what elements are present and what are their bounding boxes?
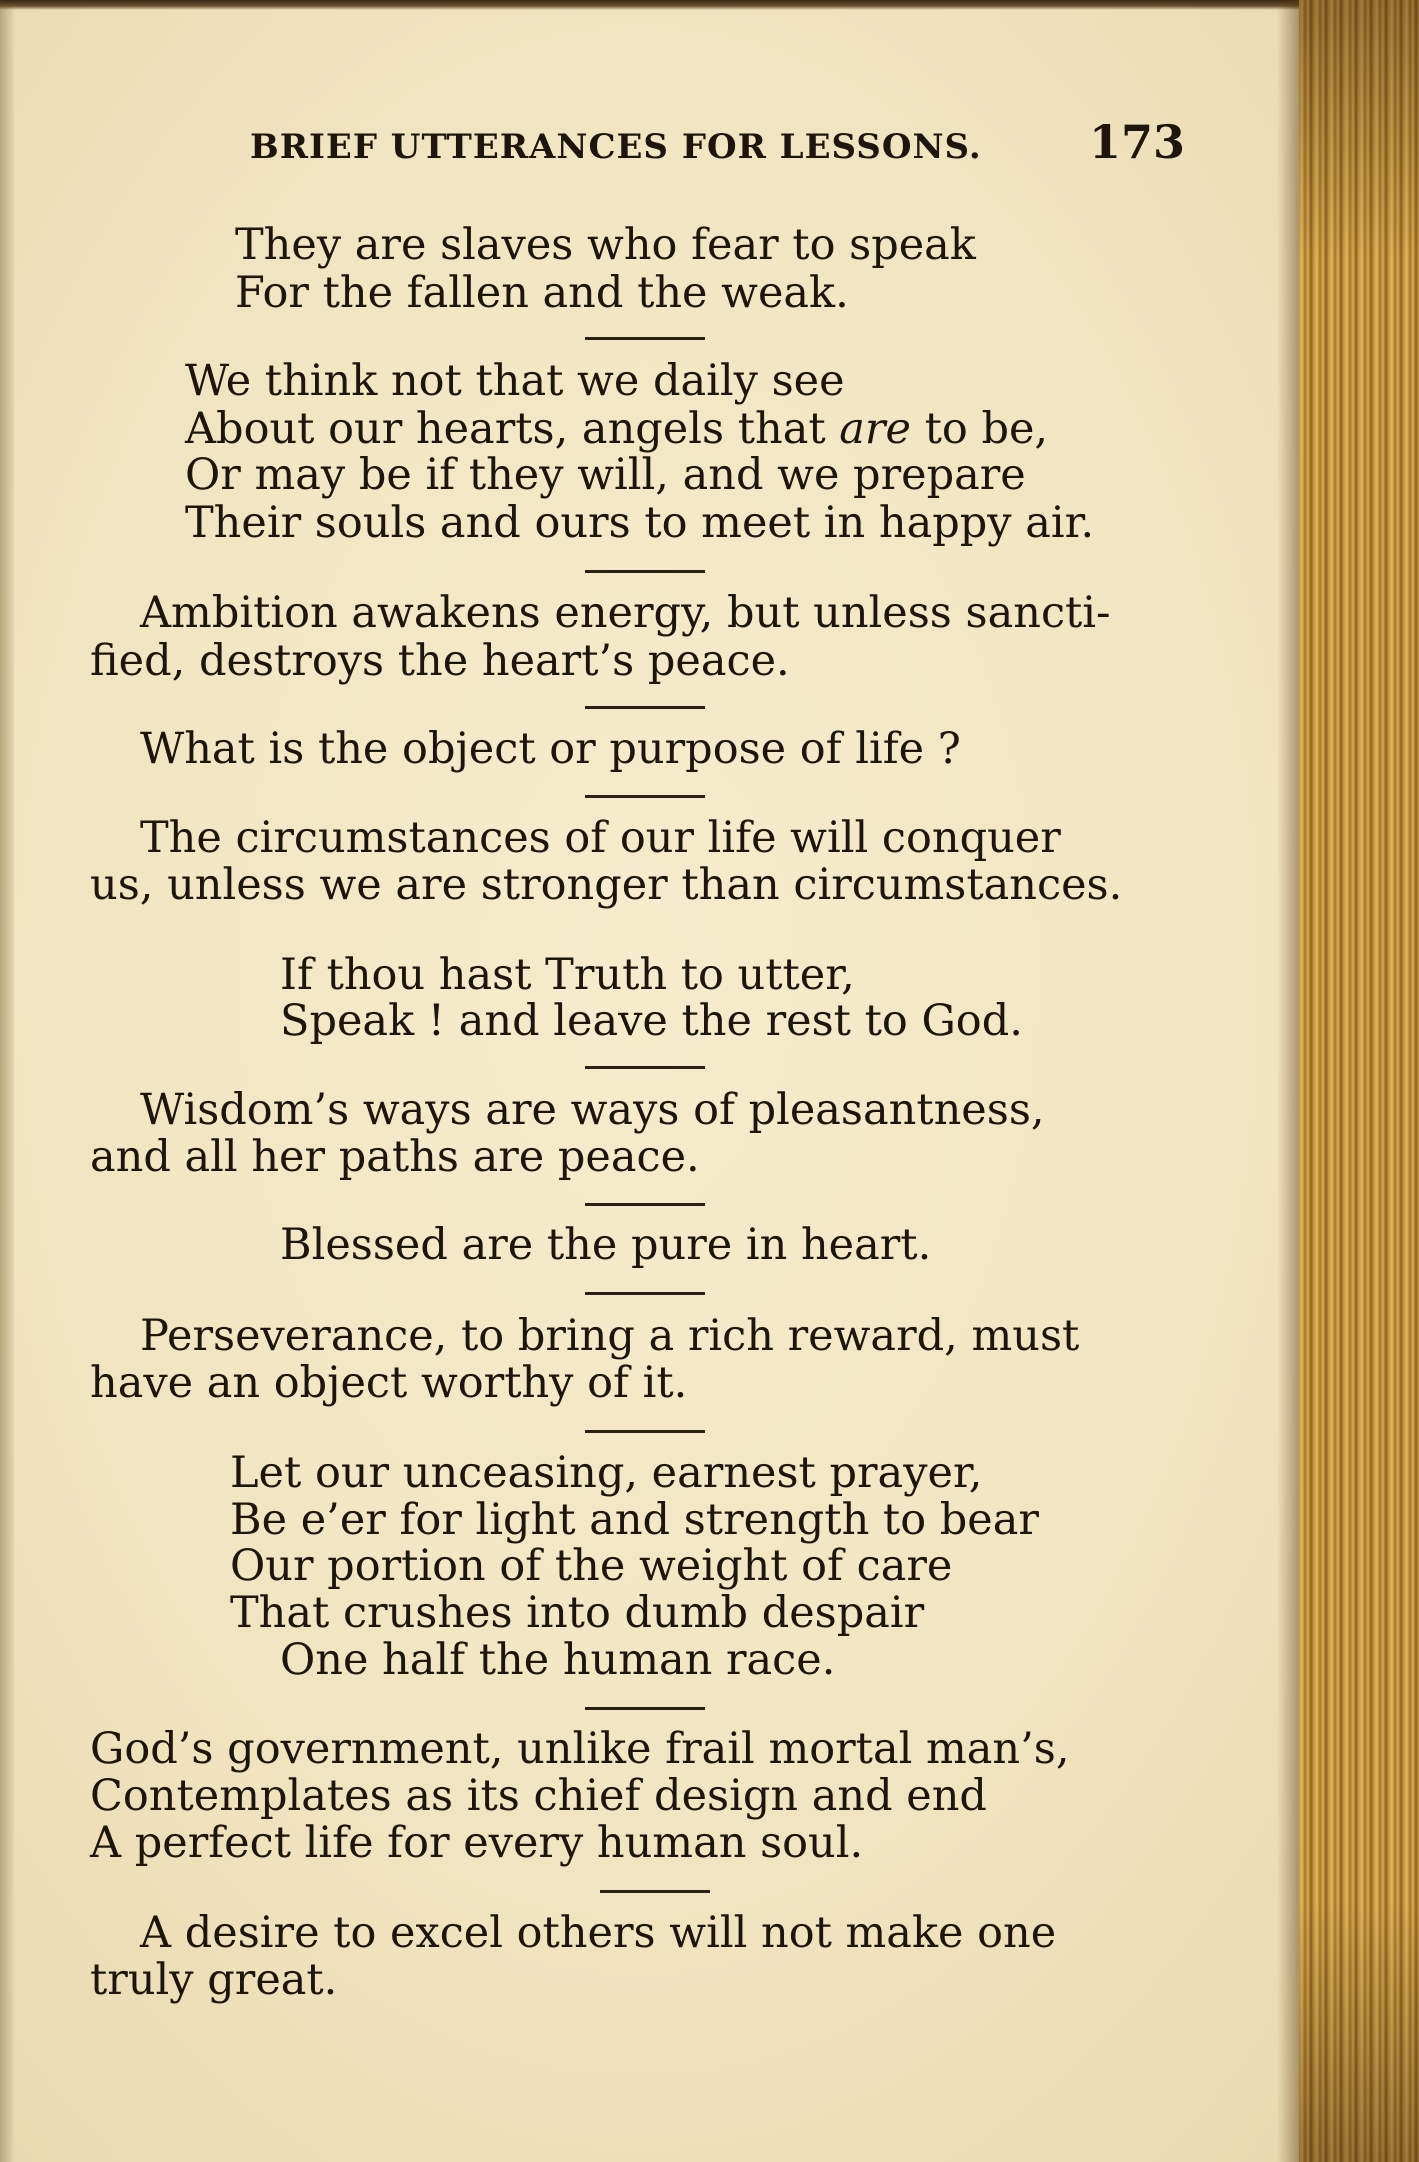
section-divider <box>585 706 705 709</box>
prose-line: Perseverance, to bring a rich reward, must <box>140 1311 1080 1361</box>
prose-line: fied, destroys the heart’s peace. <box>90 636 790 686</box>
verse-line: We think not that we daily see <box>185 356 845 406</box>
section-divider <box>585 570 705 573</box>
verse-line: Contemplates as its chief design and end <box>90 1771 987 1821</box>
prose-line: A desire to excel others will not make one <box>140 1908 1057 1958</box>
section-divider <box>585 1707 705 1710</box>
section-divider <box>585 795 705 798</box>
section-divider <box>585 1292 705 1295</box>
prose-line: us, unless we are stronger than circumstances. <box>90 860 1123 910</box>
verse-line: One half the human race. <box>280 1635 836 1685</box>
verse-line: Speak ! and leave the rest to God. <box>280 996 1023 1046</box>
section-divider <box>585 337 705 340</box>
book-binding-edge <box>1299 0 1419 2162</box>
verse-line: If thou hast Truth to utter, <box>280 950 855 1000</box>
verse-line: Our portion of the weight of care <box>230 1541 953 1591</box>
verse-line: That crushes into dumb despair <box>230 1588 925 1638</box>
prose-line: have an object worthy of it. <box>90 1358 688 1408</box>
section-divider <box>585 1430 705 1433</box>
page-number: 173 <box>1088 115 1185 169</box>
italic-word: are <box>839 404 911 454</box>
verse-line: Or may be if they will, and we prepare <box>185 450 1026 500</box>
prose-line: truly great. <box>90 1955 338 2005</box>
verse-line: They are slaves who fear to speak <box>235 220 976 270</box>
verse-text: to be, <box>924 404 1049 454</box>
prose-line: and all her paths are peace. <box>90 1132 700 1182</box>
verse-line: God’s government, unlike frail mortal man’s, <box>90 1724 1070 1774</box>
section-divider <box>585 1066 705 1069</box>
verse-line: A perfect life for every human soul. <box>90 1818 864 1868</box>
verse-line: Blessed are the pure in heart. <box>280 1220 932 1270</box>
running-title: BRIEF UTTERANCES FOR LESSONS. <box>250 127 982 167</box>
prose-line: What is the object or purpose of life ? <box>140 724 961 774</box>
verse-line <box>185 406 1048 453</box>
section-divider <box>600 1890 710 1893</box>
prose-line: Ambition awakens energy, but unless sancti- <box>140 588 1111 638</box>
verse-line: Their souls and ours to meet in happy air. <box>185 498 1095 548</box>
section-divider <box>585 1203 705 1206</box>
verse-line: For the fallen and the weak. <box>235 268 849 318</box>
verse-line: Let our unceasing, earnest prayer, <box>230 1448 983 1498</box>
verse-text: About our hearts, angels that <box>185 404 826 454</box>
prose-line: Wisdom’s ways are ways of pleasantness, <box>140 1085 1045 1135</box>
prose-line: The circumstances of our life will conquer <box>140 813 1061 863</box>
verse-line: Be e’er for light and strength to bear <box>230 1495 1039 1545</box>
